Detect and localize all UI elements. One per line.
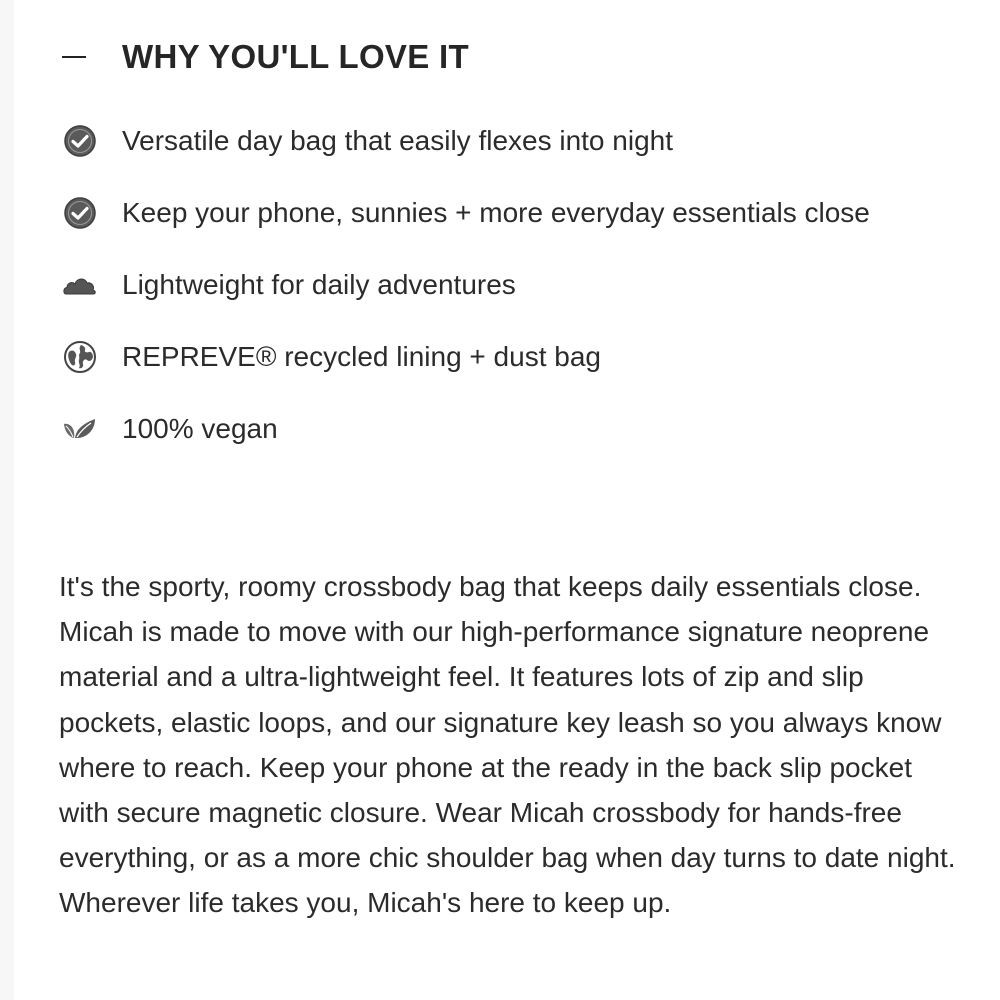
product-description: It's the sporty, roomy crossbody bag that keeps daily essentials close. Micah is made to move with our high-performance signature neoprene material and a ultra-lightweight feel. It features lots of zip and slip pockets, elastic loops, and our signature key leash so you always know where to reach. Keep your phone at the ready in the back slip pocket with secure magnetic closure. Wear Micah crossbody for hands-free everything, or as a more chic shoulder bag when day turns to date night. Wherever life takes you, Micah's here to keep up.	[59, 571, 956, 919]
minus-icon[interactable]	[62, 56, 86, 58]
feature-text: Keep your phone, sunnies + more everyday essentials close	[122, 197, 870, 228]
cloud-icon	[62, 267, 98, 303]
feature-list	[62, 118, 942, 478]
feature-item	[62, 334, 942, 380]
check-circle-icon	[62, 123, 98, 159]
feature-item	[62, 190, 942, 236]
feature-item	[62, 406, 942, 452]
feature-text: REPREVE® recycled lining + dust bag	[122, 341, 601, 372]
globe-icon	[62, 339, 98, 375]
accordion-header-why-youll-love-it[interactable]	[62, 34, 469, 80]
feature-item	[62, 118, 942, 164]
feature-text: Versatile day bag that easily flexes into night	[122, 125, 674, 156]
feature-text: Lightweight for daily adventures	[122, 269, 516, 300]
check-circle-icon	[62, 195, 98, 231]
page-edge	[0, 0, 14, 1000]
section-title: WHY YOU'LL LOVE IT	[122, 38, 469, 75]
feature-text: 100% vegan	[122, 413, 278, 444]
leaf-icon	[62, 411, 98, 447]
feature-item	[62, 262, 942, 308]
